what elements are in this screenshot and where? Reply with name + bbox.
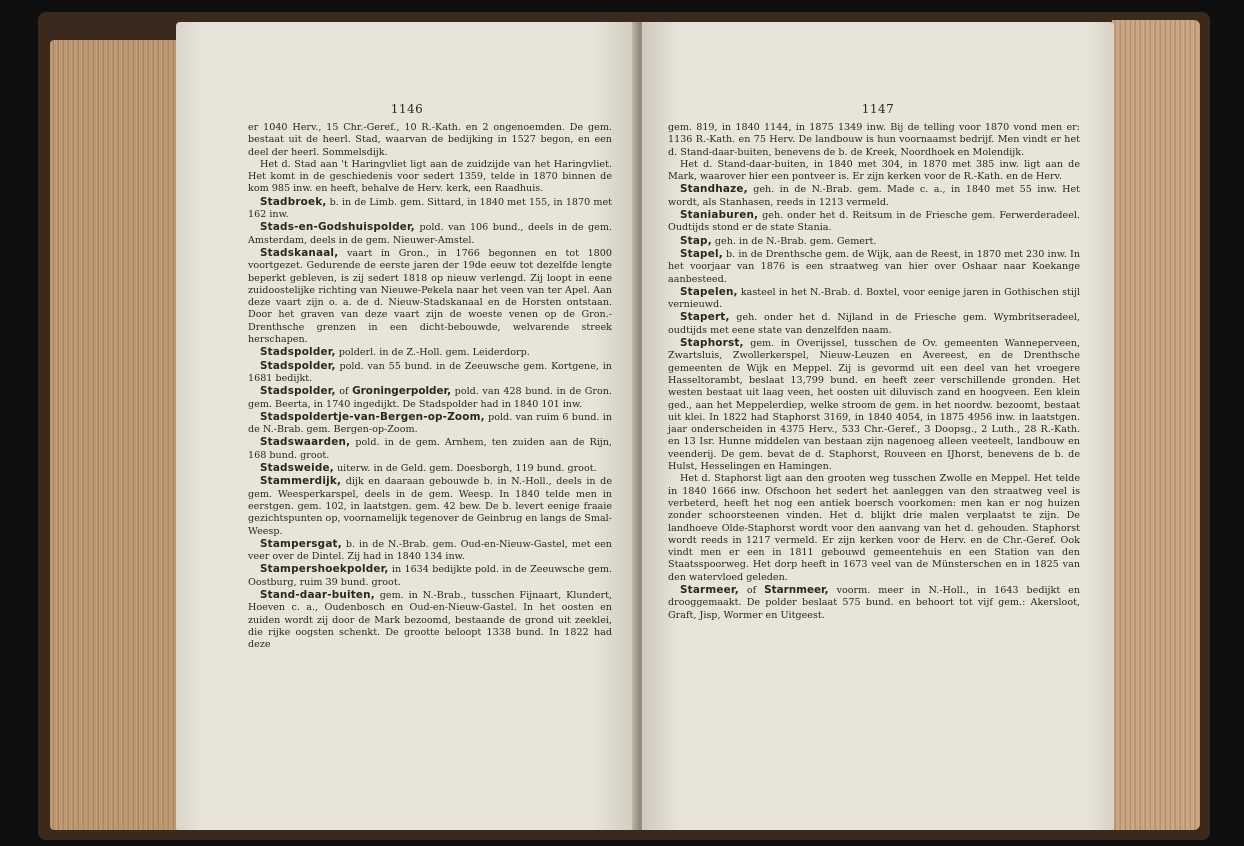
dictionary-entry — [668, 209, 1080, 235]
entry-list — [668, 183, 1080, 621]
page-number: 1147 — [861, 102, 895, 116]
entry-headword: Stadspolder, — [260, 346, 336, 359]
entry-list — [248, 196, 612, 652]
dictionary-entry — [248, 563, 612, 589]
entry-headword: Staphorst, — [680, 337, 744, 350]
entry-headword: Stammerdijk, — [260, 475, 342, 488]
dictionary-entry — [248, 436, 612, 462]
dictionary-entry — [248, 385, 612, 411]
dictionary-entry — [668, 311, 1080, 337]
entry-headword: Stap, — [680, 234, 712, 247]
dictionary-entry — [668, 337, 1080, 473]
entry-headword: Stampersgat, — [260, 537, 342, 550]
entry-text: pold. van 106 bund., deels in de gem. Amsterdam, deels in de gem. Nieuwer-Amstel. — [248, 222, 612, 246]
entry-text: geh. in de N.-Brab. gem. Made c. a., in 1840 met 55 inw. Het wordt, als Stanhasen, reeds in 1213 vermeld. — [668, 184, 1080, 208]
entry-headword: Stadbroek, — [260, 195, 327, 208]
dictionary-entry — [248, 196, 612, 222]
entry-text: vaart in Gron., in 1766 begonnen en tot 1800 voortgezet. Gedurende de eerste jaren der 19de eeuw tot dezelfde lengte beperkt gebleven, is zij sedert 1818 op nieuw verlengd. Zij loopt in eene zuidoostelijke richting van Nieuwe-Pekela naar het veen van ter Apel. Aan deze vaart zijn o. a. de d. Nieuw-Stadskanaal en de Horsten ontstaan. Door het graven van deze vaart zijn de woeste venen op de Gron.-Drenthsche grenzen in een dicht-bebouwde, welvarende streek herschapen. — [248, 247, 612, 346]
entry-text: geh. onder het d. Nijland in de Friesche gem. Wymbritseradeel, oudtijds met eene state van denzelfden naam. — [668, 312, 1080, 336]
entry-headword: Starmeer, — [680, 583, 739, 596]
dictionary-entry — [668, 235, 1080, 248]
dictionary-entry — [668, 183, 1080, 209]
dictionary-entry — [668, 584, 1080, 622]
entry-text: in 1634 bedijkte pold. in de Zeeuwsche gem. Oostburg, ruim 39 bund. groot. — [248, 564, 612, 588]
entry-text: kasteel in het N.-Brab. d. Boxtel, voor eenige jaren in Gothischen stijl vernieuwd. — [668, 286, 1080, 311]
continuation-text: Het d. Stand-daar-buiten, in 1840 met 304, in 1870 met 385 inw. ligt aan de Mark, waarover hier een pontveer is. Er zijn kerken voor de R.-Kath. en de Herv. — [668, 158, 1080, 183]
entry-headword-variant: Starnmeer, — [764, 583, 829, 596]
entry-text: pold. van 55 bund. in de Zeeuwsche gem. Kortgene, in 1681 bedijkt. — [248, 360, 612, 384]
entry-text: b. in de Limb. gem. Sittard, in 1840 met 155, in 1870 met 162 inw. — [248, 196, 612, 221]
continuation-text: Het d. Stad aan 't Haringvliet ligt aan de zuidzijde van het Haringvliet. Het komt in de geschiedenis voor sedert 1359, telde in 1870 binnen de kom 985 inw. en heeft, behalve de Herv. kerk, een Raadhuis. — [248, 158, 612, 195]
entry-headword: Stapel, — [680, 247, 723, 260]
dictionary-entry — [248, 247, 612, 346]
entry-headword: Stand-daar-buiten, — [260, 588, 375, 601]
dictionary-entry — [248, 346, 612, 359]
entry-headword: Stads-en-Godshuispolder, — [260, 221, 415, 234]
entry-headword: Staniaburen, — [680, 209, 759, 222]
page-edges-left — [50, 40, 178, 830]
dictionary-entry — [248, 589, 612, 651]
dictionary-entry — [668, 248, 1080, 286]
left-page — [176, 22, 638, 830]
entry-connector: of — [335, 386, 353, 398]
entry-text: uiterw. in de Geld. gem. Doesborgh, 119 bund. groot. — [333, 463, 597, 475]
entry-headword: Stampershoekpolder, — [260, 563, 389, 576]
continuation-text: er 1040 Herv., 15 Chr.-Geref., 10 R.-Kath. en 2 ongenoemden. De gem. bestaat uit de heerl. Stad, waarvan de bedijking in 1527 begon, en een deel der heerl. Sommelsdijk. — [248, 122, 612, 158]
dictionary-entry — [248, 411, 612, 437]
entry-text: geh. onder het d. Reitsum in de Friesche gem. Ferwerderadeel. Oudtijds stond er de state Stania. — [668, 210, 1080, 234]
entry-text: voorm. meer in N.-Holl., in 1643 bedijkt en drooggemaakt. De polder beslaat 575 bund. en behoort tot vijf gem.: Akersloot, Graft, Jisp, Wormer en Uitgeest. — [668, 584, 1080, 621]
dictionary-entry — [248, 462, 612, 475]
entry-text: gem. in N.-Brab., tusschen Fijnaart, Klundert, Hoeven c. a., Oudenbosch en Oud-en-Nieuw-Gastel. In het oosten en zuiden wordt zij door de Mark bezoomd, bestaande de grond uit zeeklei, die rijke oogsten schenkt. De grootte beloopt 1338 bund. In 1822 had deze — [248, 589, 612, 651]
dictionary-entry — [248, 221, 612, 247]
entry-connector: of — [738, 584, 765, 596]
entry-text: pold. van 428 bund. in de Gron. gem. Beerta, in 1740 ingedijkt. De Stadspolder had in 1840 101 inw. — [248, 386, 612, 410]
entry-headword: Stadspoldertje-van-Bergen-op-Zoom, — [260, 410, 485, 423]
continuation-text: gem. 819, in 1840 1144, in 1875 1349 inw. Bij de telling voor 1870 vond men er: 1136 R.-Kath. en 75 Herv. De landbouw is hun voornaamst bedrijf. Men vindt er het d. Stand-daar-buiten, benevens de b. de Kreek, Noordhoek en Molendijk. — [668, 122, 1080, 158]
text-column — [248, 122, 612, 651]
text-column — [668, 122, 1080, 622]
entry-text: polderl. in de Z.-Holl. gem. Leiderdorp. — [335, 347, 530, 359]
entry-text: gem. in Overijssel, tusschen de Ov. gemeenten Wanneperveen, Zwartsluis, Zwollerkerspel, Nieuw-Leuzen en Avereest, en de Drenthsche gemeenten de Wijk en Meppel. Zij is gevormd uit een deel van het vroegere Hasseltorambt, beslaat 13,799 bund. en heeft zeer verschillende gronden. Het westen bestaat uit laag veen, het oosten uit diluvisch zand en hoogveen. Een klein ged., aan het Meppelerdiep, welke stroom de gem. in het noordw. bezoomt, bestaat uit klei. In 1822 had Staphorst 3169, in 1840 4054, in 1875 4956 inw. in laatstgen. jaar onderscheiden in 4375 Herv., 533 Chr.-Geref., 3 Doopsg., 2 Luth., 28 R.-Kath. en 13 Isr. Hunne middelen van bestaan zijn nagenoeg alleen veeteelt, landbouw en veenderij. De gem. bevat de d. Staphorst, Rouveen en IJhorst, benevens de b. de Hulst, Hesselingen en Hamingen. — [668, 338, 1080, 473]
page-number: 1146 — [390, 102, 424, 116]
entry-headword: Stadspolder, — [260, 385, 336, 398]
entry-headword: Stadspolder, — [260, 359, 336, 372]
page-edges-right — [1112, 20, 1200, 830]
entry-text: b. in de Drenthsche gem. de Wijk, aan de Reest, in 1870 met 230 inw. In het voorjaar van 1876 is een straatweg van hier over Oshaar naar Koekange aanbesteed. — [668, 248, 1080, 285]
entry-headword: Standhaze, — [680, 183, 748, 196]
dictionary-entry — [248, 538, 612, 564]
dictionary-entry — [248, 360, 612, 386]
entry-headword: Stadskanaal, — [260, 246, 339, 259]
entry-paragraph: Het d. Staphorst ligt aan den grooten weg tusschen Zwolle en Meppel. Het telde in 1840 1666 inw. Ofschoon het sedert het aanleggen van den straatweg veel is verbeterd, heeft het nog een antiek boersch voorkomen: men kan er nog huizen zonder schoorsteenen vinden. Het d. blijkt drie malen verplaatst te zijn. De landhoeve Olde-Staphorst wordt voor den aanvang van het d. gehouden. Staphorst wordt reeds in 1217 vermeld. Er zijn kerken voor de Herv. en de Chr.-Geref. Ook vindt men er een in 1811 gebouwd gemeentehuis en een Station van den Staatsspoorweg. Het dorp heeft in 1673 veel van de Münsterschen en in 1825 van den watervloed geleden. — [668, 473, 1080, 583]
entry-text: pold. in de gem. Arnhem, ten zuiden aan de Rijn, 168 bund. groot. — [248, 437, 612, 461]
dictionary-entry — [668, 286, 1080, 312]
entry-text: dijk en daaraan gebouwde b. in N.-Holl., deels in de gem. Weesperkarspel, deels in de gem. Weesp. In 1840 telde men in eerstgen. gem. 102, in laatstgen. gem. 42 bew. De b. levert eenige fraaie gezichtspunten op, voornamelijk tegenover de Geinbrug en langs de Smal-Weesp. — [248, 476, 612, 537]
entry-text: pold. van ruim 6 bund. in de N.-Brab. gem. Bergen-op-Zoom. — [248, 411, 612, 436]
dictionary-entry — [248, 475, 612, 537]
entry-headword: Stapelen, — [680, 285, 738, 298]
entry-text: geh. in de N.-Brab. gem. Gemert. — [711, 235, 877, 247]
right-page — [642, 22, 1114, 830]
entry-text: b. in de N.-Brab. gem. Oud-en-Nieuw-Gastel, met een veer over de Dintel. Zij had in 1840 134 inw. — [248, 538, 612, 563]
entry-headword: Stapert, — [680, 311, 730, 324]
entry-headword: Stadsweide, — [260, 462, 334, 475]
entry-headword: Stadswaarden, — [260, 436, 351, 449]
entry-headword-variant: Groningerpolder, — [352, 385, 452, 398]
